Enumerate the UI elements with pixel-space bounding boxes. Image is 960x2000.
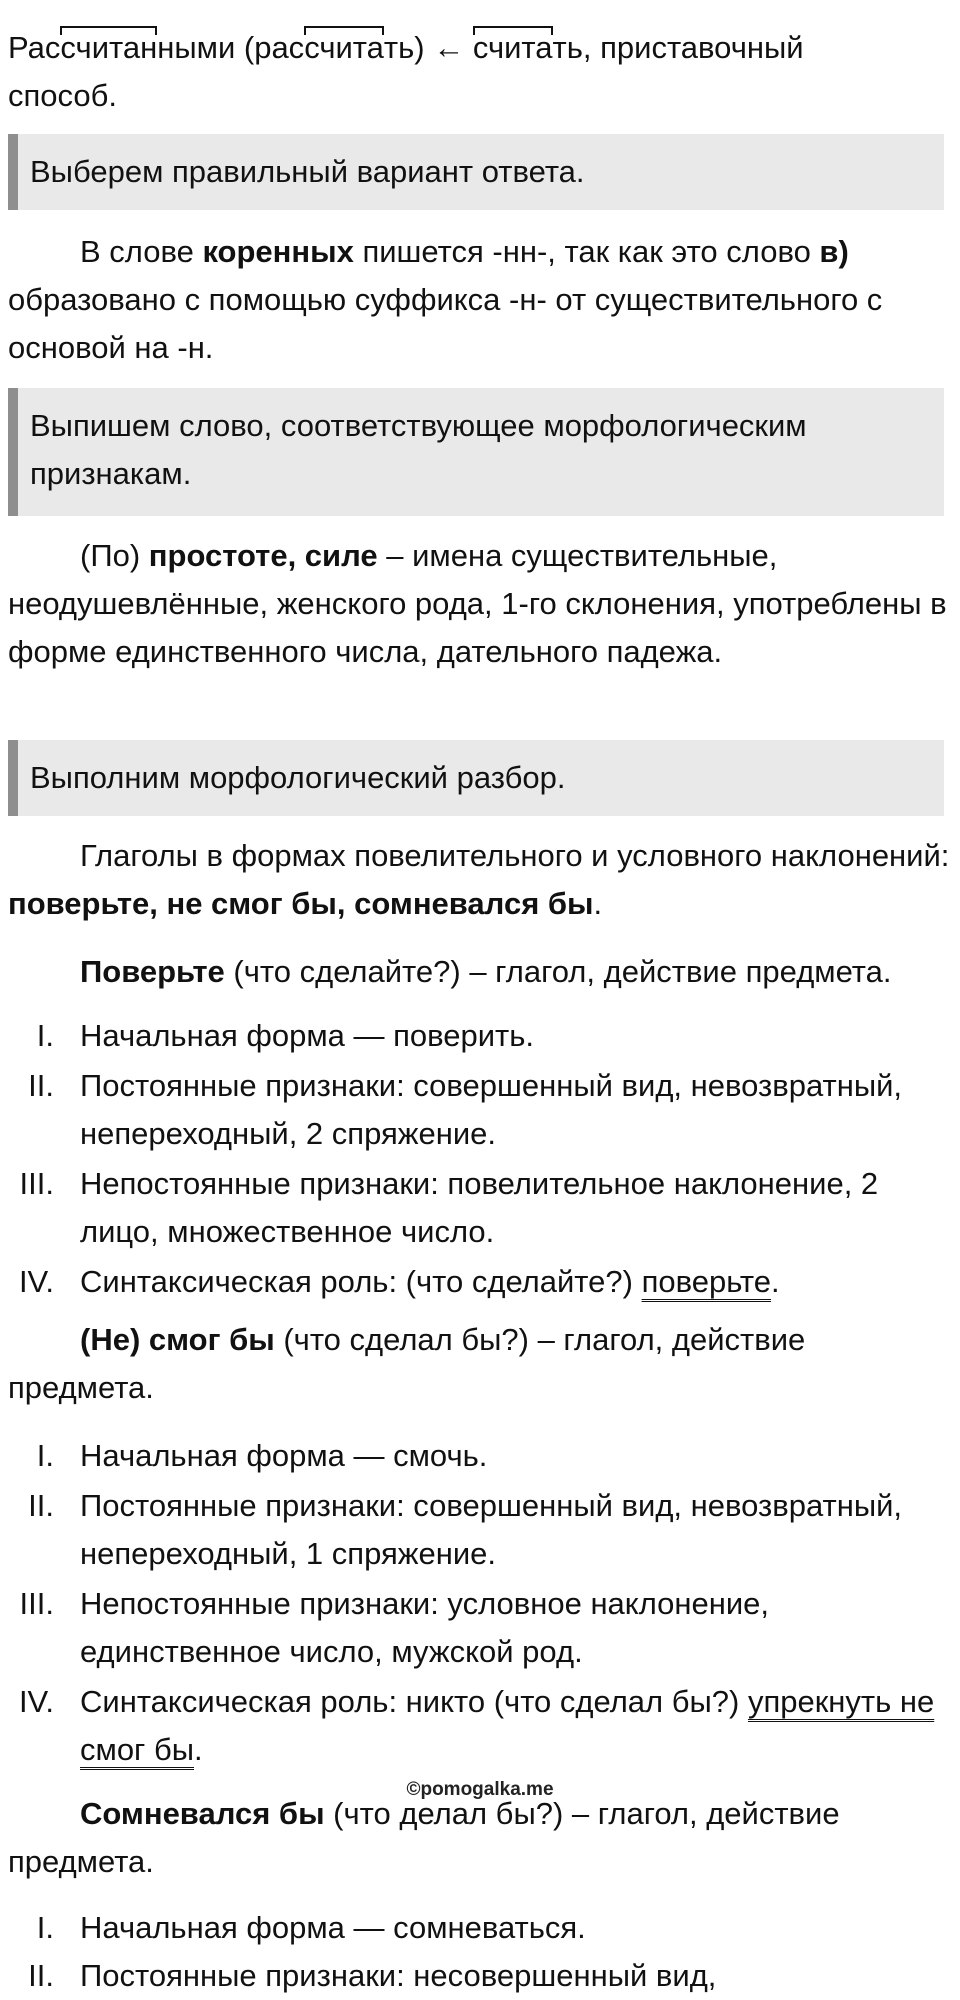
text-fragment: Рас xyxy=(8,30,61,65)
text-fragment: В слове xyxy=(80,234,203,269)
morpheme-mark: счита xyxy=(473,24,553,72)
list-item-text: Начальная форма — сомневаться. xyxy=(80,1910,586,1945)
list-item-text: Непостоянные признаки: условное наклонение, единственное число, мужской род. xyxy=(80,1586,770,1669)
watermark: ©pomogalka.me xyxy=(406,1779,554,1800)
verb-word: Поверьте xyxy=(80,954,225,989)
roman-numeral: I. xyxy=(36,1910,54,1945)
roman-numeral: IV. xyxy=(18,1264,54,1299)
text-fragment: . xyxy=(194,1732,203,1767)
verbs-intro-paragraph xyxy=(8,832,952,928)
list-item xyxy=(0,1678,950,1774)
list-item xyxy=(0,1062,950,1158)
text-fragment: (По) xyxy=(80,538,149,573)
list-item xyxy=(0,1904,950,1952)
text-fragment: способ. xyxy=(8,78,117,113)
section-banner: Выпишем слово, соответствующее морфологическим признакам. xyxy=(8,388,944,516)
text-fragment: рас xyxy=(254,30,305,65)
list-item xyxy=(0,1432,950,1480)
list-item-text: Непостоянные признаки: повелительное наклонение, 2 лицо, множественное число. xyxy=(80,1166,879,1249)
list-item-text: Начальная форма — смочь. xyxy=(80,1438,488,1473)
roman-numeral: I. xyxy=(36,1438,54,1473)
morpheme-mark: считан xyxy=(60,24,157,72)
list-item xyxy=(0,1160,950,1256)
list-item xyxy=(0,1952,950,2000)
list-item-text xyxy=(80,1678,950,1774)
list-item-text: Постоянные признаки: совершенный вид, невозвратный, непереходный, 1 спряжение. xyxy=(80,1488,903,1571)
text-fragment: . xyxy=(771,1264,780,1299)
roman-numeral: III. xyxy=(19,1586,54,1621)
text-fragment: (что делал бы?) – глагол, действие предмета. xyxy=(8,1796,840,1879)
verb-word: (Не) смог бы xyxy=(80,1322,275,1357)
list-item xyxy=(0,1258,950,1306)
roman-numeral: II. xyxy=(28,1068,54,1103)
bold-word: коренных xyxy=(202,234,354,269)
text-fragment: Синтаксическая роль: (что сделайте?) xyxy=(80,1264,642,1299)
verb-heading xyxy=(8,948,952,996)
predicate-underlined: поверьте xyxy=(641,1264,772,1299)
text-fragment: образовано с помощью суффикса -н- от существительного с основой на -н. xyxy=(8,282,883,365)
section-banner: Выполним морфологический разбор. xyxy=(8,740,944,816)
morpheme-mark: счита xyxy=(304,24,384,72)
answer-letter: в) xyxy=(819,234,849,269)
verb-heading xyxy=(8,1316,952,1412)
list-item-text: Постоянные признаки: несовершенный вид, xyxy=(80,1958,717,1993)
list-item-text xyxy=(80,1258,950,1306)
text-fragment: Глаголы в формах повелительного и условного наклонений: xyxy=(80,838,950,873)
text-fragment: Синтаксическая роль: никто (что сделал бы?) xyxy=(80,1684,748,1719)
section-banner: Выберем правильный вариант ответа. xyxy=(8,134,944,210)
text-fragment: . xyxy=(593,886,603,921)
nouns-paragraph xyxy=(8,532,952,676)
text-fragment: ть, приставочный xyxy=(552,30,804,65)
text-fragment: пишется -нн-, так как это слово xyxy=(353,234,820,269)
verb-heading xyxy=(8,1790,952,1886)
text-fragment: ть) ← xyxy=(383,30,473,65)
bold-words: простоте, силе xyxy=(148,538,378,573)
roman-numeral: II. xyxy=(28,1488,54,1523)
list-item xyxy=(0,1012,950,1060)
roman-numeral: II. xyxy=(28,1958,54,1993)
list-item-text: Начальная форма — поверить. xyxy=(80,1018,535,1053)
verb-word: Сомневался бы xyxy=(80,1796,325,1831)
list-item xyxy=(0,1482,950,1578)
roman-numeral: III. xyxy=(19,1166,54,1201)
text-fragment: (что сделал бы?) – глагол, действие предмета. xyxy=(8,1322,806,1405)
word-formation-paragraph xyxy=(8,24,952,120)
text-fragment: ными ( xyxy=(157,30,255,65)
answer-paragraph xyxy=(8,228,952,372)
list-item-text: Постоянные признаки: совершенный вид, невозвратный, непереходный, 2 спряжение. xyxy=(80,1068,903,1151)
roman-numeral: I. xyxy=(36,1018,54,1053)
text-fragment: – имена существительные, неодушевлённые, женского рода, 1-го склонения, употреблены в форме единственного числа, дательного падежа. xyxy=(8,538,947,669)
list-item xyxy=(0,1580,950,1676)
predicate-underlined: упрекнуть не смог бы xyxy=(80,1684,935,1767)
bold-words: поверьте, не смог бы, сомневался бы xyxy=(8,886,594,921)
text-fragment: (что сделайте?) – глагол, действие предмета. xyxy=(224,954,892,989)
roman-numeral: IV. xyxy=(18,1684,54,1719)
